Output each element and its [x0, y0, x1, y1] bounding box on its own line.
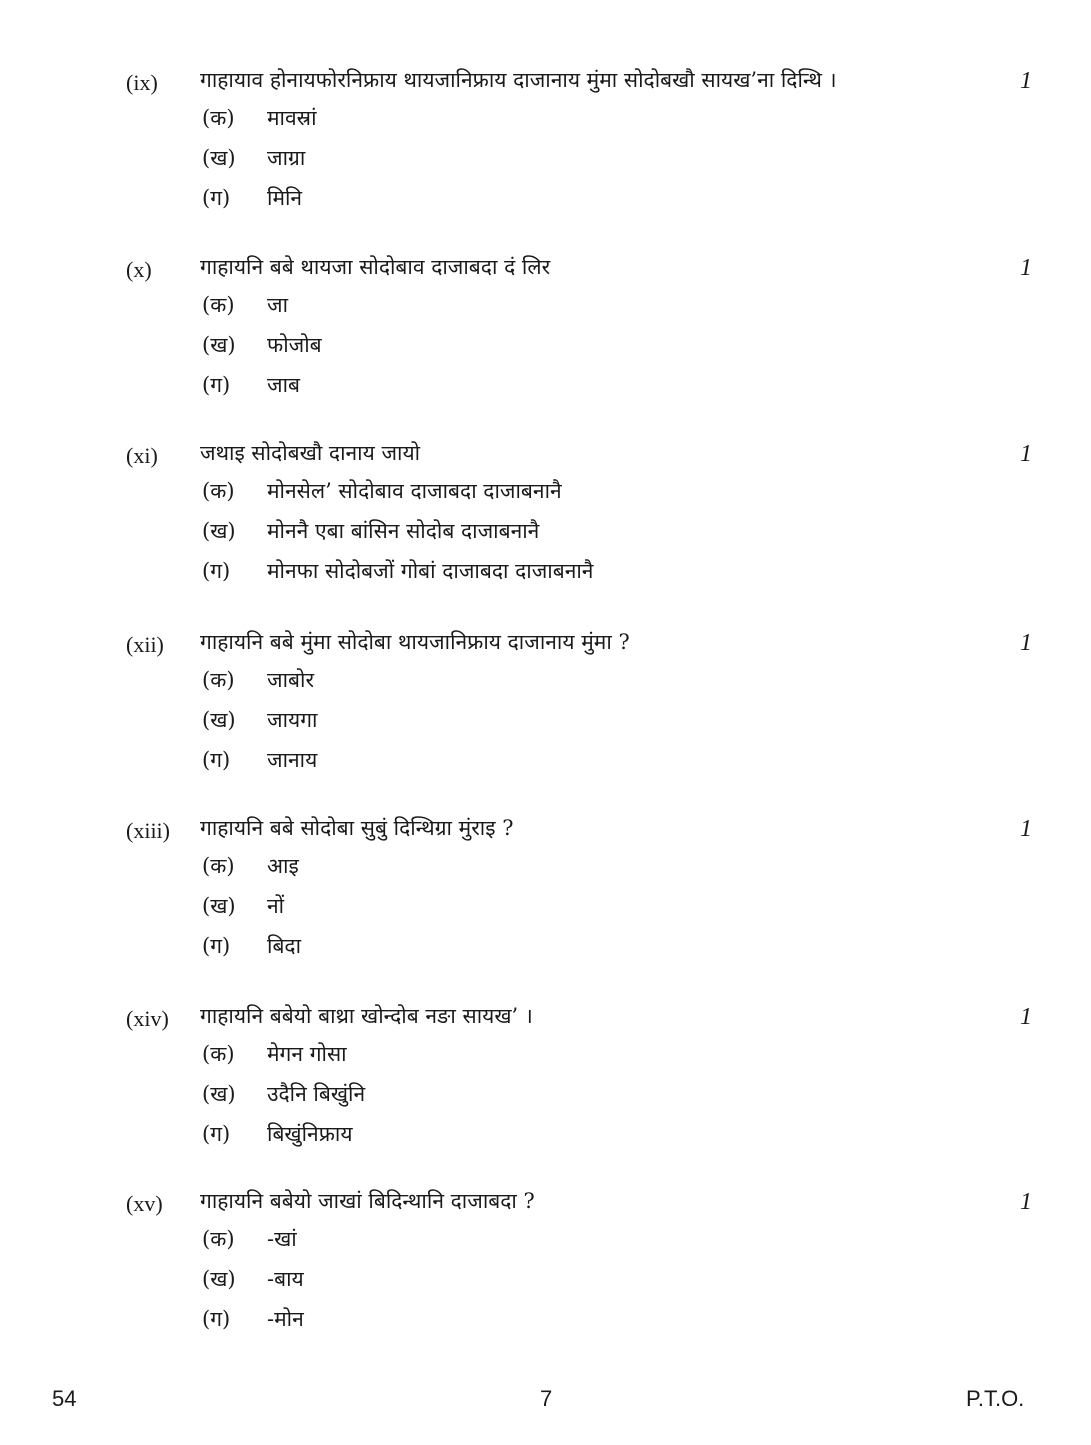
option-kha: [0, 890, 1091, 930]
pto-label: P.T.O.: [966, 1386, 1025, 1411]
question-number: (xiv): [126, 1006, 169, 1031]
option-text: जायगा: [267, 708, 318, 732]
option-label: (क): [202, 1042, 235, 1066]
option-text: -बाय: [267, 1267, 304, 1291]
question-text: गाहायाव होनायफोरनिफ्राय थायजानिफ्राय दाजानाय मुंमा सोदोबखौ सायख’ना दिन्थि ।: [200, 68, 837, 92]
question-marks: 1: [1020, 1189, 1032, 1215]
option-text: फोजोब: [267, 333, 322, 357]
option-label: (ग): [202, 559, 231, 583]
option-label: (ख): [202, 333, 236, 357]
option-text: मेगन गोसा: [267, 1042, 347, 1066]
option-kha: [0, 1078, 1091, 1118]
option-label: (ग): [202, 373, 231, 397]
question-number: (ix): [126, 70, 158, 95]
option-text: मोनसेल’ सोदोबाव दाजाबदा दाजाबनानै: [267, 479, 562, 503]
option-label: (ख): [202, 519, 236, 543]
option-ka: [0, 289, 1091, 329]
question-text: गाहायनि बबेयो जाखां बिदिन्थानि दाजाबदा ?: [200, 1189, 535, 1213]
option-ka: [0, 850, 1091, 890]
option-label: (क): [202, 854, 235, 878]
option-ga: [0, 555, 1091, 595]
question-text: गाहायनि बबे मुंमा सोदोबा थायजानिफ्राय दाजानाय मुंमा ?: [200, 630, 630, 654]
option-text: जानाय: [267, 748, 318, 772]
option-kha: [0, 704, 1091, 744]
question-x: [0, 249, 1091, 409]
option-ka: [0, 1223, 1091, 1263]
option-text: आइ: [267, 854, 299, 878]
option-label: (क): [202, 479, 235, 503]
question-xi: [0, 435, 1091, 595]
option-ga: [0, 1118, 1091, 1158]
option-text: उदैनि बिखुंनि: [267, 1082, 366, 1106]
question-marks: 1: [1020, 816, 1032, 842]
option-ka: [0, 664, 1091, 704]
option-label: (क): [202, 106, 235, 130]
option-label: (ग): [202, 1307, 231, 1331]
question-row: [0, 1183, 1091, 1223]
footer-code: 54: [52, 1386, 77, 1411]
option-ga: [0, 930, 1091, 970]
option-label: (ख): [202, 708, 236, 732]
option-text: नों: [267, 894, 285, 918]
question-text: गाहायनि बबेयो बाथ्रा खोन्दोब नङा सायख’ ।: [200, 1004, 533, 1028]
option-text: -मोन: [267, 1307, 304, 1331]
option-text: बिदा: [267, 934, 302, 958]
question-ix: [0, 62, 1091, 222]
option-text: जा: [267, 293, 289, 317]
question-marks: 1: [1020, 441, 1032, 467]
option-kha: [0, 142, 1091, 182]
option-text: जाग्रा: [267, 146, 306, 170]
option-label: (ग): [202, 186, 231, 210]
question-number: (xi): [126, 443, 158, 468]
option-label: (ख): [202, 894, 236, 918]
question-row: [0, 435, 1091, 475]
option-label: (ख): [202, 1082, 236, 1106]
option-label: (ग): [202, 934, 231, 958]
option-label: (ग): [202, 748, 231, 772]
option-text: बिखुंनिफ्राय: [267, 1122, 353, 1146]
option-kha: [0, 1263, 1091, 1303]
question-row: [0, 249, 1091, 289]
option-text: जाब: [267, 373, 301, 397]
question-row: [0, 624, 1091, 664]
option-label: (ख): [202, 146, 236, 170]
option-ka: [0, 1038, 1091, 1078]
option-ga: [0, 369, 1091, 409]
option-ka: [0, 102, 1091, 142]
option-kha: [0, 329, 1091, 369]
question-xv: [0, 1183, 1091, 1343]
option-kha: [0, 515, 1091, 555]
question-text: जथाइ सोदोबखौ दानाय जायो: [200, 441, 421, 465]
option-label: (ख): [202, 1267, 236, 1291]
question-text: गाहायनि बबे थायजा सोदोबाव दाजाबदा दं लिर: [200, 255, 551, 279]
question-text: गाहायनि बबे सोदोबा सुबुं दिन्थिग्रा मुंराइ ?: [200, 816, 514, 840]
option-text: मिनि: [267, 186, 303, 210]
option-label: (ग): [202, 1122, 231, 1146]
option-label: (क): [202, 668, 235, 692]
option-text: जाबोर: [267, 668, 315, 692]
option-text: मोननै एबा बांसिन सोदोब दाजाबनानै: [267, 519, 540, 543]
question-number: (xiii): [126, 818, 170, 843]
option-ga: [0, 744, 1091, 784]
option-text: मोनफा सोदोबजों गोबां दाजाबदा दाजाबनानै: [267, 559, 594, 583]
question-xiv: [0, 998, 1091, 1158]
question-marks: 1: [1020, 1004, 1032, 1030]
question-marks: 1: [1020, 630, 1032, 656]
question-marks: 1: [1020, 255, 1032, 281]
option-label: (क): [202, 1227, 235, 1251]
question-row: [0, 998, 1091, 1038]
option-label: (क): [202, 293, 235, 317]
question-row: [0, 62, 1091, 102]
option-ga: [0, 182, 1091, 222]
option-text: -खां: [267, 1227, 297, 1251]
question-number: (xii): [126, 632, 164, 657]
question-xii: [0, 624, 1091, 784]
question-row: [0, 810, 1091, 850]
option-text: मावस्रां: [267, 106, 317, 130]
option-ka: [0, 475, 1091, 515]
question-marks: 1: [1020, 68, 1032, 94]
question-xiii: [0, 810, 1091, 970]
question-number: (x): [126, 257, 152, 282]
page-number: 7: [540, 1386, 553, 1411]
question-number: (xv): [126, 1191, 163, 1216]
option-ga: [0, 1303, 1091, 1343]
